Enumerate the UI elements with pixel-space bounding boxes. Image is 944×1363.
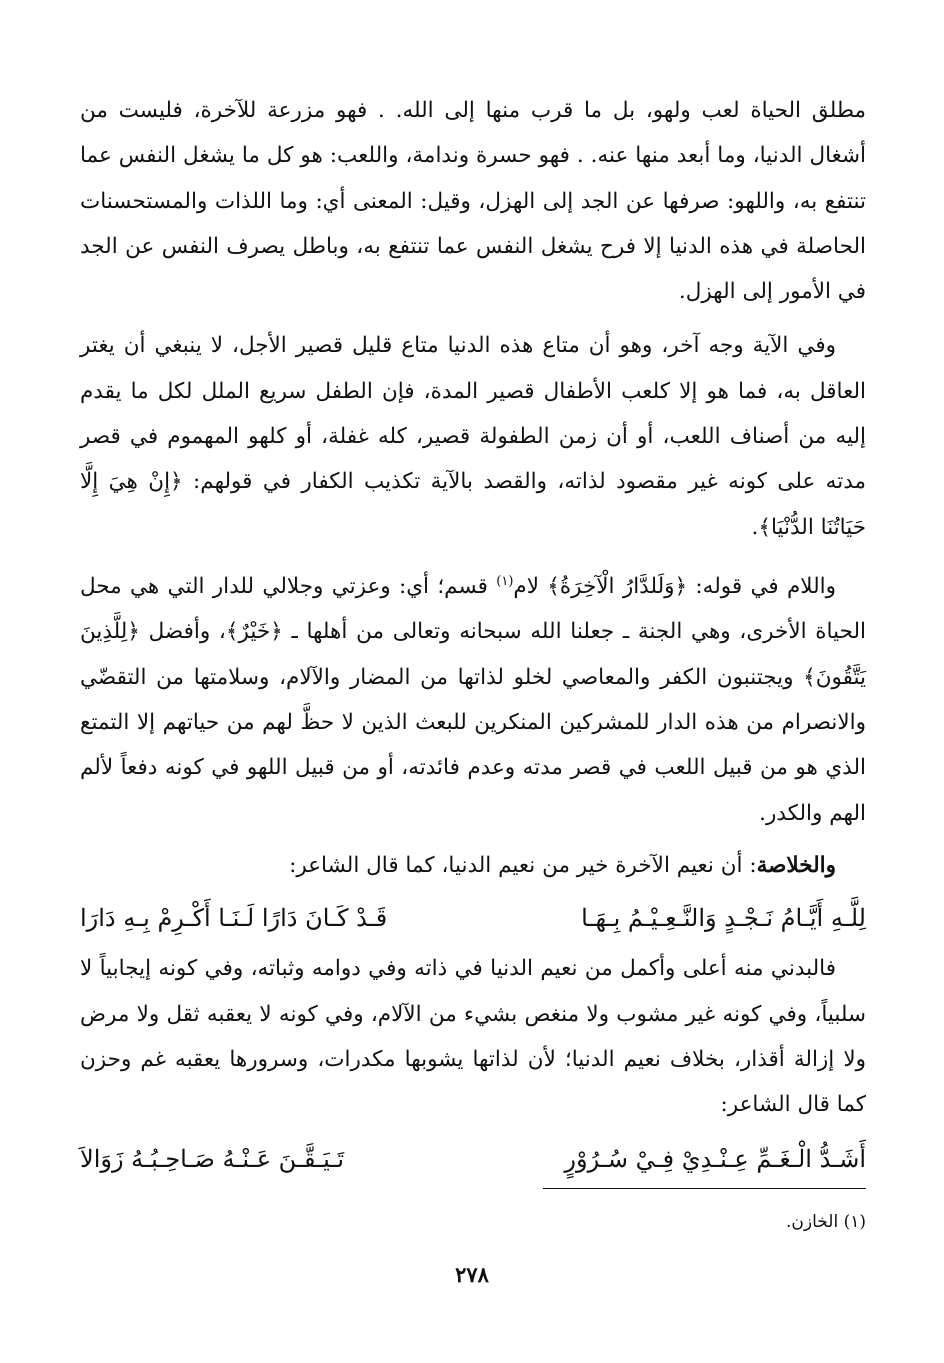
verse-1-first-hemistich: لِلَّـهِ أَيَّـامُ نَـجْـدٍ وَالنَّـعِـيْـمُ بِـهَـا [581,904,866,933]
page-number: ٢٧٨ [455,1262,489,1287]
paragraph-2: وفي الآية وجه آخر، وهو أن متاع هذه الدنيا متاع قليل قصير الأجل، لا ينبغي أن يغتر العاقل به، فما هو إلا كلعب الأطفال قصير المدة، فإن الطفل سريع الملل لكل ما يقدم إليه من أصناف اللعب، أو أن زمن الطفولة قصير، كله غفلة، أو كلهو المهموم في قصر مدته على كونه غير مقصود لذاته، والقصد بالآية تكذيب الكفار في قولهم: ﴿إِنْ هِيَ إِلَّا حَيَاتُنَا الدُّنْيَا﴾. [80,333,866,540]
paragraph-3 [80,559,866,836]
verse-1-second-hemistich: قَـدْ كَـانَ دَارًا لَـنَـا أَكْـرِمْ بِـهِ دَارَا [80,904,388,933]
verse-2-second-hemistich: تَـيَـقَّـنَ عَـنْـهُ صَـاحِـبُـهُ زَوَالاَ [80,1145,345,1174]
poem-verse-1 [80,896,866,940]
footnote-divider [543,1188,866,1189]
paragraph-3-rest: قسم؛ أي: وعزتي وجلالي للدار التي هي محل الحياة الأخرى، وهي الجنة ـ جعلنا الله سبحانه وتعالى من أهلها ـ ﴿خَيْرٌ﴾، وأفضل ﴿لِلَّذِينَ يَتَّقُونَ﴾ ويجتنبون الكفر والمعاصي لخلو لذاتها من المضار والآلام، وسلامتها من التقضّي والانصرام من هذه الدار للمشركين المنكرين للبعث الذين لا حظَّ لهم من حياتهم إلا التمتع الذي هو من قبيل اللعب في قصر مدته وعدم فائدته، أو من قبيل اللهو في كونه دفعاً لألم الهم والكدر. [80,574,866,826]
footnote-marker: (١) [496,573,514,589]
page-body [80,88,866,1187]
paragraph-1: مطلق الحياة لعب ولهو، بل ما قرب منها إلى الله. . فهو مزرعة للآخرة، فليست من أشغال الدنيا، وما أبعد منها عنه. . فهو حسرة وندامة، واللعب: هو كل ما يشغل النفس عما تنتفع به، واللهو: صرفها عن الجد إلى الهزل، وقيل: المعنى أي: وما اللذات والمستحسنات الحاصلة في هذه الدنيا إلا فرح يشغل النفس عما تنتفع به، وباطل يصرف النفس عن الجد في الأمور إلى الهزل. [80,98,866,305]
paragraph-3-start: واللام في قوله: ﴿وَلَلدَّارُ الْآخِرَةُ﴾ لام [513,574,836,600]
paragraph-4: فالبدني منه أعلى وأكمل من نعيم الدنيا في ذاته وفي دوامه وثباته، وفي كونه إيجابياً لا سلبياً، وفي كونه غير مشوب ولا منغص بشيء من الآلام، وفي كونه لا يعقبه ثقل ولا مرض ولا إزالة أقذار، بخلاف نعيم الدنيا؛ لأن لذاتها يشوبها مكدرات، وسرورها يعقبه غم وحزن كما قال الشاعر: [80,956,866,1118]
poem-verse-2 [80,1137,866,1181]
summary-text: : أن نعيم الآخرة خير من نعيم الدنيا، كما قال الشاعر: [289,852,757,878]
summary-paragraph [80,843,866,888]
footnote: (١) الخازن. [786,1212,866,1232]
verse-2-first-hemistich: أَشَـدُّ الْـغَـمِّ عِـنْـدِيْ فِـيْ سُـرُوْرٍ [564,1145,866,1174]
summary-label: والخلاصة [756,852,836,878]
